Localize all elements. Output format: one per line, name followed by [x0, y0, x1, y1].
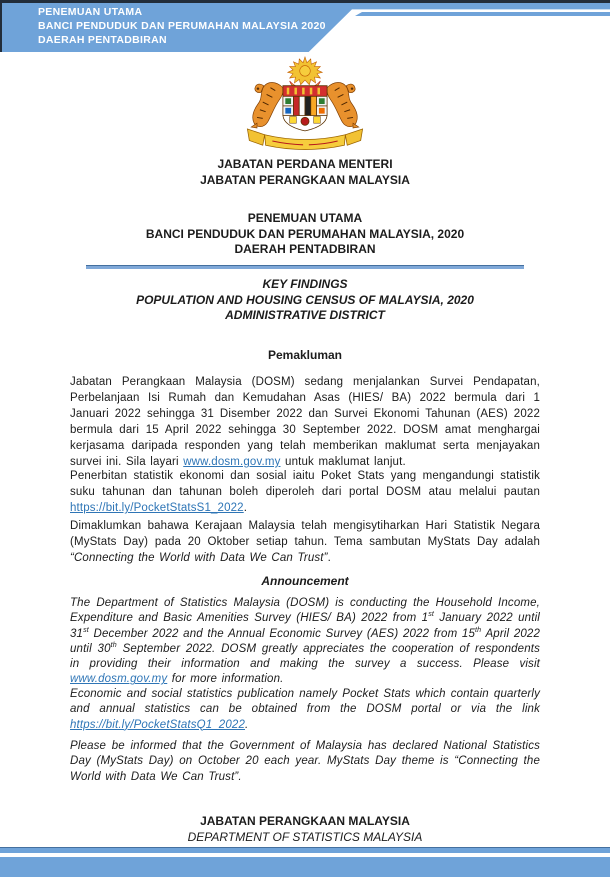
footer-band [0, 857, 610, 877]
banner-title [38, 5, 326, 47]
hyperlink[interactable]: www.dosm.gov.my [70, 673, 168, 686]
malay-paragraph-3: Dimaklumkan bahawa Kerajaan Malaysia telah mengisytiharkan Hari Statistik Negara (MyStats Day) pada 20 Oktober setiap tahun. Tema sambutan MyStats Day adalah “Connecting the World with Data We Can Trust”. [70, 520, 540, 564]
malay-paragraph-1: Jabatan Perangkaan Malaysia (DOSM) sedang menjalankan Survei Pendapatan, Perbelanjaan Isi Rumah dan Kemudahan Asas (HIES/ BA) 2022 bermula dari 1 Januari 2022 sehingga 31 Disember 2022 dan Survei Ekonomi Tahunan (AES) 2022 bermula dari 15 April 2022 sehingga 30 September 2022. DOSM amat menghargai kerjasama daripada responden yang telah memberikan maklumat serta menjayakan survei ini. Sila layari www.dosm.gov.my untuk maklumat lanjut. [70, 376, 540, 468]
hyperlink[interactable]: www.dosm.gov.my [183, 456, 281, 468]
hyperlink[interactable]: https://bit.ly/PocketStatsS1_2022 [70, 502, 244, 514]
malaysia-coat-of-arms-icon [226, 56, 384, 152]
banner-left-edge [0, 0, 2, 52]
footer-accent-line [0, 847, 610, 853]
english-paragraph-1: The Department of Statistics Malaysia (DOSM) is conducting the Household Income, Expenditure and Basic Amenities Survey (HIES/ BA) 2022 from 1st January 2022 until 31st December 2022 and the Annual Economic Survey (AES) 2022 from 15th April 2022 until 30th September 2022. DOSM greatly appreciates the cooperation of respondents in providing their information and making the survey a success. Please visit www.dosm.gov.my for more information. [70, 597, 541, 686]
banner-line-2: BANCI PENDUDUK DAN PERUMAHAN MALAYSIA 2020 [38, 20, 326, 32]
footer-agency-english: DEPARTMENT OF STATISTICS MALAYSIA [187, 829, 423, 844]
english-paragraph-2: Economic and social statistics publication namely Pocket Stats which contain quarterly and annual statistics can be obtained from the DOSM portal or via the link https://bit.ly/PocketStatsQ1_2022. [70, 688, 540, 731]
hyperlink[interactable]: https://bit.ly/PocketStatsQ1_2022 [70, 718, 245, 731]
malay-title-block [0, 211, 610, 258]
malay-paragraph-2: Penerbitan statistik ekonomi dan sosial iaitu Poket Stats yang mengandungi statistik suku tahunan dan tahunan boleh diperoleh dari portal DOSM atau melalui pautan https://bit.ly/PocketStatsS1_2022. [70, 470, 540, 514]
english-title-line-3: ADMINISTRATIVE DISTRICT [225, 308, 385, 322]
english-title-line-2: POPULATION AND HOUSING CENSUS OF MALAYSIA, 2020 [136, 292, 474, 307]
agency-title-block [0, 157, 610, 188]
english-title-line-1: KEY FINDINGS [262, 277, 348, 291]
footer-signature [0, 814, 610, 845]
top-dark-strip [0, 0, 610, 3]
footer-agency-malay: JABATAN PERANGKAAN MALAYSIA [200, 814, 410, 828]
agency-title-line-1: JABATAN PERDANA MENTERI [217, 157, 393, 171]
banner-line-3: DAERAH PENTADBIRAN [38, 34, 167, 46]
banner-accent-line [352, 12, 610, 16]
english-title-block [0, 277, 610, 324]
title-divider-line [86, 265, 524, 269]
banner-line-1: PENEMUAN UTAMA [38, 6, 143, 18]
pemakluman-heading: Pemakluman [267, 348, 343, 362]
announcement-heading: Announcement [261, 574, 349, 588]
agency-title-line-2: JABATAN PERANGKAAN MALAYSIA [200, 172, 410, 187]
malay-title-line-1: PENEMUAN UTAMA [247, 211, 363, 225]
malay-title-line-3: DAERAH PENTADBIRAN [234, 242, 376, 256]
english-paragraph-3: Please be informed that the Government of Malaysia has declared National Statistics Day (MyStats Day) on October 20 each year. MyStats Day theme is “Connecting the World with Data We Can Trust”. [70, 740, 540, 783]
malay-title-line-2: BANCI PENDUDUK DAN PERUMAHAN MALAYSIA, 2020 [145, 226, 465, 241]
